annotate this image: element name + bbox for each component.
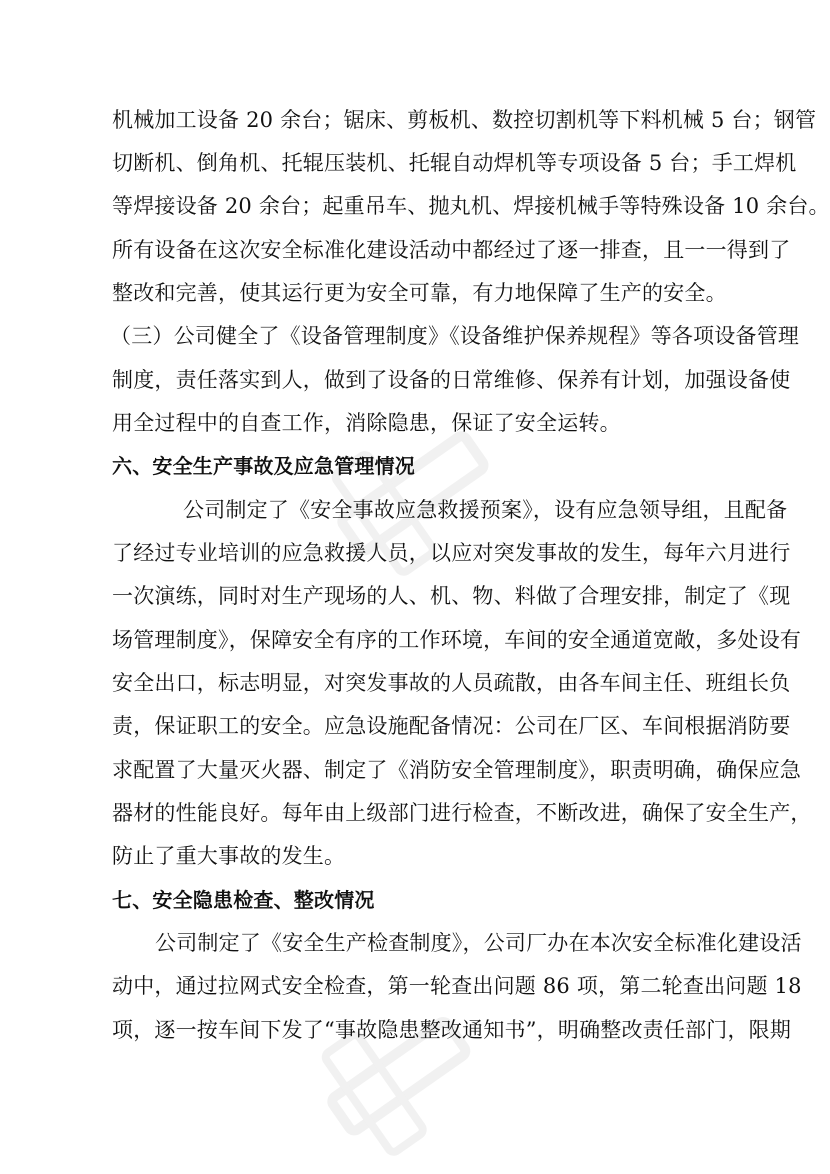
body-line-4: 所有设备在这次安全标准化建设活动中都经过了逐一排查，且一一得到了 xyxy=(112,238,791,262)
body-line-2: 切断机、倒角机、托辊压装机、托辊自动焊机等专项设备 5 台；手工焊机 xyxy=(112,151,797,175)
body-line-11: 了经过专业培训的应急救援人员，以应对突发事故的发生，每年六月进行 xyxy=(112,541,791,565)
body-line-6: （三）公司健全了《设备管理制度》《设备维护保养规程》等各项设备管理 xyxy=(110,324,800,348)
body-line-14: 安全出口，标志明显，对突发事故的人员疏散，由各车间主任、班组长负 xyxy=(112,671,791,695)
section-heading-six: 六、安全生产事故及应急管理情况 xyxy=(112,454,415,478)
body-line-21: 动中，通过拉网式安全检查，第一轮查出问题 86 项，第二轮查出问题 18 xyxy=(112,974,802,998)
body-line-10: 公司制定了《安全事故应急救援预案》，设有应急领导组，且配备 xyxy=(183,498,788,522)
body-line-5: 整改和完善，使其运行更为安全可靠，有力地保障了生产的安全。 xyxy=(112,281,727,305)
body-line-20: 公司制定了《安全生产检查制度》，公司厂办在本次安全标准化建设活 xyxy=(155,931,802,955)
body-line-8: 用全过程中的自查工作，消除隐患，保证了安全运转。 xyxy=(112,411,621,435)
body-line-16: 求配置了大量灭火器、制定了《消防安全管理制度》，职责明确，确保应急 xyxy=(112,758,802,782)
body-line-12: 一次演练，同时对生产现场的人、机、物、料做了合理安排，制定了《现 xyxy=(112,584,791,608)
body-line-15: 责，保证职工的安全。应急设施配备情况：公司在厂区、车间根据消防要 xyxy=(112,714,791,738)
body-line-18: 防止了重大事故的发生。 xyxy=(112,844,346,868)
section-heading-seven: 七、安全隐患检查、整改情况 xyxy=(112,888,375,912)
body-line-17: 器材的性能良好。每年由上级部门进行检查，不断改进，确保了安全生产， xyxy=(112,801,812,825)
watermark-bottom xyxy=(307,987,491,1166)
body-line-1: 机械加工设备 20 余台；锯床、剪板机、数控切割机等下料机械 5 台；钢管 xyxy=(112,108,817,132)
body-line-22: 项，逐一按车间下发了“事故隐患整改通知书”，明确整改责任部门，限期 xyxy=(112,1018,792,1042)
body-line-13: 场管理制度》，保障安全有序的工作环境，车间的安全通道宽敞，多处设有 xyxy=(112,628,802,652)
body-line-3: 等焊接设备 20 余台；起重吊车、抛丸机、焊接机械手等特殊设备 10 余台。 xyxy=(112,194,830,218)
body-line-7: 制度，责任落实到人，做到了设备的日常维修、保养有计划，加强设备使 xyxy=(112,368,791,392)
